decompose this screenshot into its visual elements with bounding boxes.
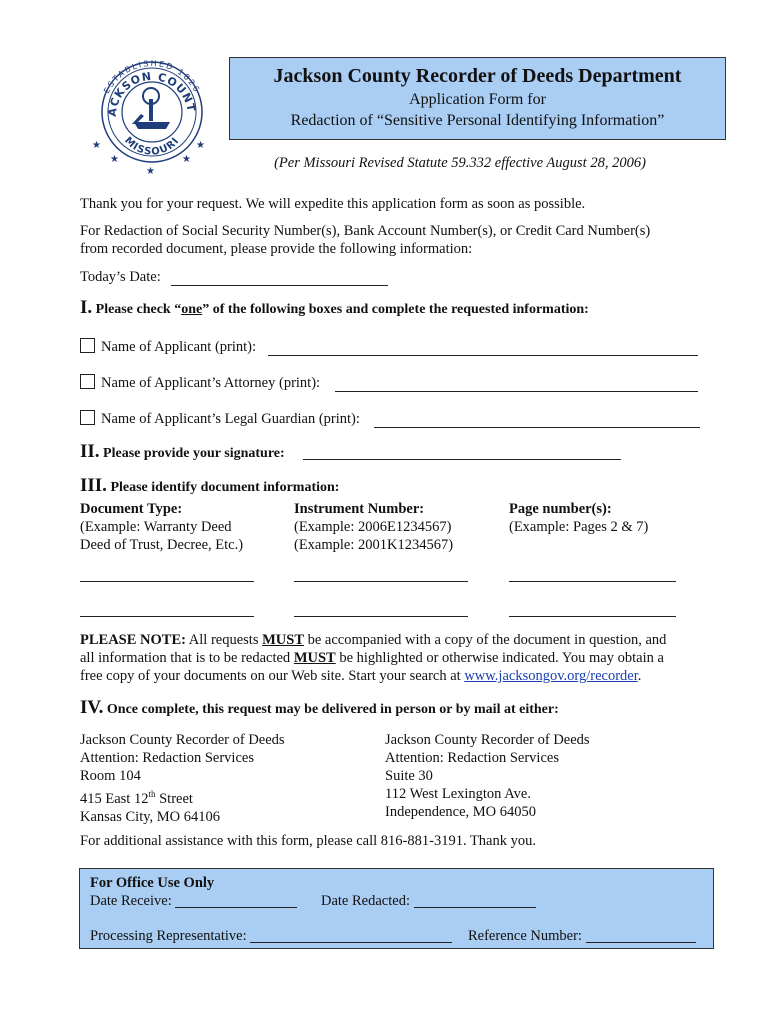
date-receive-row [90, 893, 297, 910]
section-3-number: III. [80, 475, 107, 496]
note-text-1a: All requests [185, 632, 263, 648]
section-1-heading-a: Please check “ [95, 302, 182, 317]
date-redacted-label: Date Redacted: [321, 893, 410, 909]
note-text-3b: . [637, 668, 642, 684]
date-receive-field[interactable] [175, 907, 297, 908]
note-must-1: MUST [262, 632, 304, 648]
section-1-heading-b: ” of the following boxes and complete the requested information: [202, 302, 589, 317]
guardian-name-field[interactable] [374, 426, 700, 428]
svg-text:★: ★ [146, 166, 155, 176]
address-right-line5: Independence, MO 64050 [385, 804, 536, 820]
please-note [80, 631, 700, 685]
note-must-2: MUST [293, 650, 336, 666]
section-2-number: II. [80, 441, 100, 462]
todays-date-field[interactable] [171, 284, 388, 286]
statute-reference: (Per Missouri Revised Statute 59.332 effective August 28, 2006) [274, 155, 646, 171]
guardian-checkbox[interactable] [80, 410, 95, 425]
section-2-heading [80, 441, 285, 463]
address-left-line4b: Street [155, 790, 193, 807]
reference-number-label: Reference Number: [468, 928, 582, 944]
section-4-heading [80, 697, 559, 719]
page-number-example1: (Example: Pages 2 & 7) [509, 519, 649, 535]
svg-text:★: ★ [182, 154, 191, 165]
instrument-number-example2: (Example: 2001K1234567) [294, 537, 454, 553]
applicant-name-field[interactable] [268, 354, 698, 356]
page-number-field-1[interactable] [509, 580, 676, 582]
section-4-heading-text: Once complete, this request may be delivered in person or by mail at either: [106, 702, 559, 717]
document-type-field-1[interactable] [80, 580, 254, 582]
reference-number-row [468, 928, 696, 945]
redaction-text-line2: from recorded document, please provide the following information: [80, 241, 473, 257]
recorder-website-link[interactable]: www.jacksongov.org/recorder [464, 668, 638, 684]
reference-number-field[interactable] [586, 942, 696, 943]
address-kansas-city [80, 731, 285, 826]
address-left-line4a: 415 East 12 [80, 790, 149, 807]
office-use-box [79, 868, 714, 949]
seal-established-text: ESTABLISHED 1826 [102, 58, 202, 95]
form-subtitle-redaction: Redaction of “Sensitive Personal Identifying Information” [290, 112, 665, 129]
page-number-column [509, 500, 648, 536]
option-applicant [80, 338, 256, 356]
section-1-heading-one: one [181, 302, 203, 317]
document-type-column [80, 500, 243, 554]
note-text-1b: be accompanied with a copy of the document in question, and [304, 632, 667, 648]
section-1-heading [80, 297, 589, 319]
option-attorney-label: Name of Applicant’s Attorney (print): [101, 375, 321, 391]
option-attorney [80, 374, 320, 392]
document-type-field-2[interactable] [80, 615, 254, 617]
todays-date-label: Today’s Date: [80, 269, 161, 285]
office-use-title: For Office Use Only [90, 875, 215, 891]
attorney-name-field[interactable] [335, 390, 698, 392]
seal-missouri-text: MISSOURI [122, 135, 182, 158]
address-right-line1: Jackson County Recorder of Deeds [385, 732, 590, 748]
instrument-number-field-2[interactable] [294, 615, 468, 617]
section-4-number: IV. [80, 697, 104, 718]
address-right-line4: 112 West Lexington Ave. [385, 786, 531, 802]
address-left-line1: Jackson County Recorder of Deeds [80, 732, 285, 748]
instrument-number-field-1[interactable] [294, 580, 468, 582]
note-text-2a: all information that is to be redacted [80, 650, 294, 666]
svg-text:★: ★ [196, 140, 205, 151]
address-right-line3: Suite 30 [385, 768, 433, 784]
document-type-example2: Deed of Trust, Decree, Etc.) [80, 537, 244, 553]
option-guardian-label: Name of Applicant’s Legal Guardian (print): [101, 411, 360, 427]
attorney-checkbox[interactable] [80, 374, 95, 389]
option-applicant-label: Name of Applicant (print): [101, 339, 257, 355]
processing-rep-field[interactable] [250, 942, 452, 943]
document-type-example1: (Example: Warranty Deed [80, 519, 232, 535]
address-left-line3: Room 104 [80, 768, 141, 784]
svg-text:★: ★ [110, 154, 119, 165]
page-number-title: Page number(s): [509, 501, 612, 517]
address-left-line5: Kansas City, MO 64106 [80, 808, 221, 825]
signature-field[interactable] [303, 458, 621, 460]
note-text-3a: free copy of your documents on our Web site. Start your search at [80, 668, 465, 684]
thanks-text: Thank you for your request. We will expedite this application form as soon as possible. [80, 196, 586, 212]
address-independence [385, 731, 590, 821]
page-title: Jackson County Recorder of Deeds Department [273, 65, 682, 87]
title-box [229, 57, 726, 140]
instrument-number-title: Instrument Number: [294, 501, 425, 517]
section-2-heading-text: Please provide your signature: [103, 446, 285, 461]
svg-text:★: ★ [92, 140, 101, 151]
form-subtitle: Application Form for [409, 91, 546, 108]
page-number-field-2[interactable] [509, 615, 676, 617]
note-text-2b: be highlighted or otherwise indicated. You may obtain a [335, 650, 664, 666]
seal-county-text: ACKSON COUNT [105, 69, 198, 118]
date-redacted-field[interactable] [414, 907, 536, 908]
date-redacted-row [321, 893, 536, 910]
section-3-heading-text: Please identify document information: [110, 480, 340, 495]
section-1-number: I. [80, 297, 93, 318]
address-right-line2: Attention: Redaction Services [385, 750, 559, 766]
applicant-checkbox[interactable] [80, 338, 95, 353]
instrument-number-example1: (Example: 2006E1234567) [294, 519, 452, 535]
assistance-text: For additional assistance with this form, please call 816-881-3191. Thank you. [80, 833, 536, 849]
document-type-title: Document Type: [80, 501, 183, 517]
address-left-line4-sup: th [148, 789, 156, 799]
section-3-heading [80, 475, 339, 497]
redaction-text-line1: For Redaction of Social Security Number(s), Bank Account Number(s), or Credit Card Number(s) [80, 223, 651, 239]
instrument-number-column [294, 500, 453, 554]
processing-rep-row [90, 928, 452, 945]
please-note-label: PLEASE NOTE: [80, 632, 186, 648]
processing-rep-label: Processing Representative: [90, 928, 247, 944]
date-receive-label: Date Receive: [90, 893, 172, 909]
option-guardian [80, 410, 360, 428]
address-left-line2: Attention: Redaction Services [80, 750, 254, 766]
